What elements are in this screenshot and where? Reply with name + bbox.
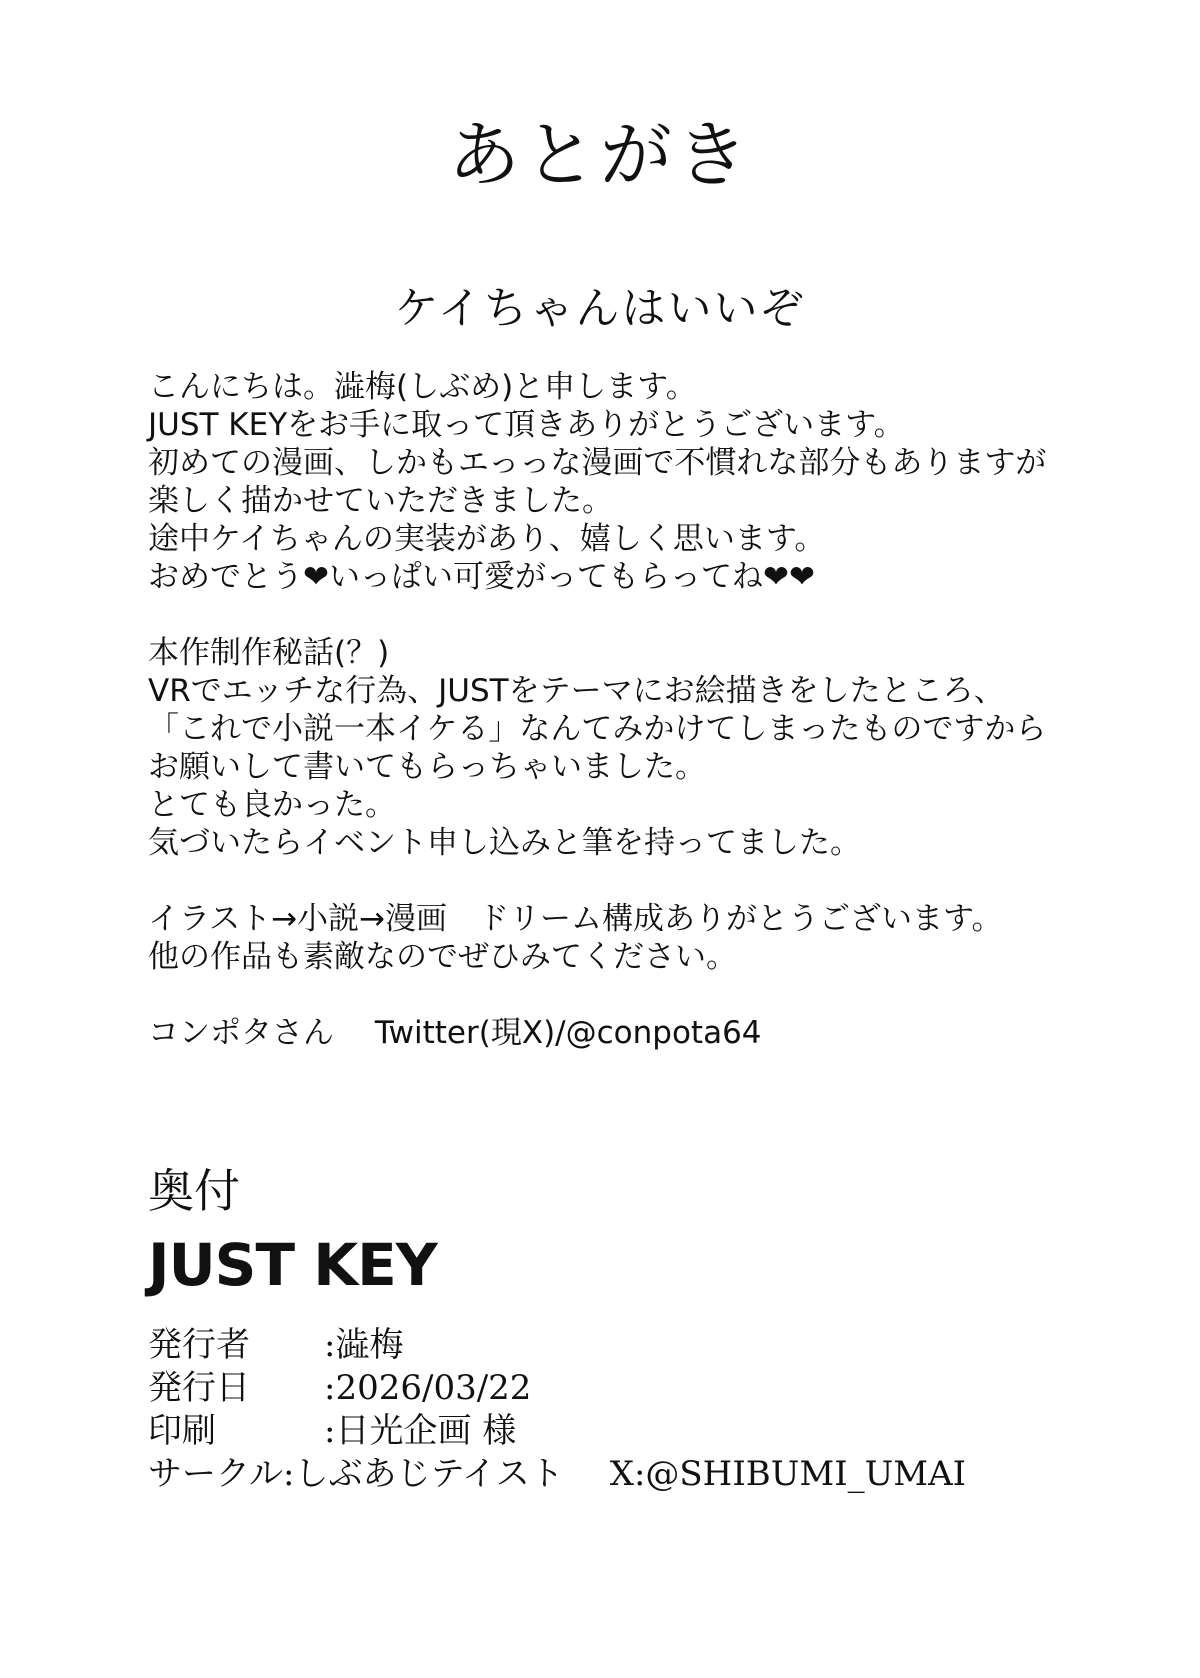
text-line: VRでエッチな行為、JUSTをテーマにお絵描きをしたところ、	[148, 672, 1005, 709]
row-value: :日光企画 様	[324, 1411, 517, 1452]
text-line: おめでとう❤いっぱい可愛がってもらってね❤❤	[148, 558, 815, 595]
row-label: 発行者	[148, 1325, 250, 1366]
text-line: イラスト→小説→漫画 ドリーム構成ありがとうございます。	[148, 900, 1003, 937]
greeting-paragraph	[148, 368, 1140, 596]
twitter-handle-line: コンポタさん Twitter(現X)/@conpota64	[148, 1014, 762, 1051]
row-label: サークル	[148, 1454, 283, 1495]
text-line: JUST KEYをお手に取って頂きありがとうございます。	[148, 406, 905, 443]
text-line: 本作制作秘話(？)	[148, 634, 390, 671]
colophon	[148, 1163, 1200, 1496]
text-line: 初めての漫画、しかもエっっな漫画で不慣れな部分もありますが	[148, 444, 1047, 481]
colophon-row-publisher	[148, 1324, 1200, 1367]
colophon-row-publish-date	[148, 1367, 1200, 1410]
colophon-row-printer	[148, 1410, 1200, 1453]
text-line: とても良かった。	[148, 786, 396, 823]
colophon-heading: 奥付	[148, 1163, 240, 1218]
afterword-body	[148, 368, 1140, 1052]
row-value: :澁梅	[324, 1325, 404, 1366]
row-label: 印刷	[148, 1411, 216, 1452]
row-value: :しぶあじテイスト	[282, 1454, 564, 1495]
x-handle: X:@SHIBUMI_UMAI	[609, 1454, 967, 1495]
text-line: 途中ケイちゃんの実装があり、嬉しく思います。	[148, 520, 826, 557]
text-line: お願いして書いてもらっちゃいました。	[148, 748, 706, 785]
text-line: こんにちは。澁梅(しぶめ)と申します。	[148, 368, 697, 405]
book-title: JUST KEY	[148, 1231, 437, 1300]
text-line: 「これで小説一本イケる」なんてみかけてしまったものですから	[148, 710, 1047, 747]
contact-paragraph	[148, 1014, 1140, 1052]
text-line: 他の作品も素敵なのでぜひみてください。	[148, 938, 737, 975]
text-line: 楽しく描かせていただきました。	[148, 482, 613, 519]
page-subtitle: ケイちゃんはいいぞ	[394, 282, 806, 334]
row-value: :2026/03/22	[324, 1368, 532, 1409]
page-title: あとがき	[447, 113, 752, 197]
row-label: 発行日	[148, 1368, 250, 1409]
colophon-rows	[148, 1324, 1200, 1496]
production-story-paragraph	[148, 634, 1140, 862]
thanks-paragraph	[148, 900, 1140, 976]
text-line: 気づいたらイベント申し込みと筆を持ってました。	[148, 824, 861, 861]
colophon-row-circle	[148, 1453, 1200, 1496]
